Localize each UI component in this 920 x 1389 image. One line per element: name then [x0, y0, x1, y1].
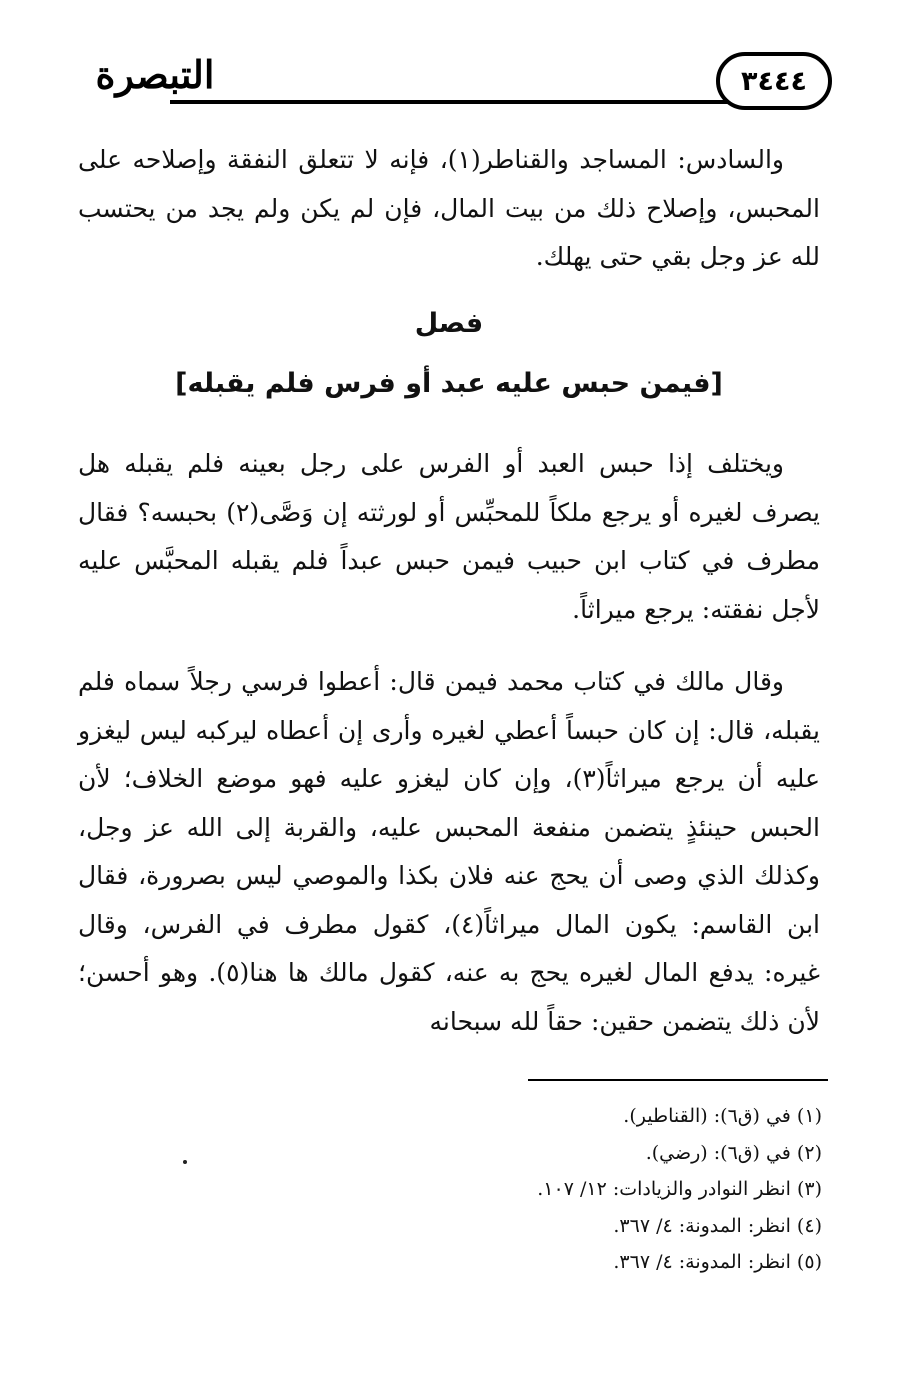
- footnote-2: (٢) في (ق٦): (رضي).: [645, 1141, 822, 1164]
- page-number-badge: [716, 52, 832, 110]
- book-title-logo: التبصرة: [95, 52, 215, 97]
- footnote-4: (٤) انظر: المدونة: ٤/ ٣٦٧.: [613, 1214, 822, 1237]
- section-heading-fasl: فصل: [414, 308, 484, 339]
- footnote-3: (٣) انظر النوادر والزيادات: ١٢/ ١٠٧.: [537, 1178, 822, 1200]
- print-speck: [183, 1160, 187, 1164]
- header-divider: [170, 100, 730, 104]
- paragraph-3: وقال مالك في كتاب محمد فيمن قال: أعطوا فرسي رجلاً سماه فلم يقبله، قال: إن كان حبساً أعطي لغيره وأرى إن أعطاه ليركبه ليس ليغزو عليه أن يرجع ميراثاً(٣)، وإن كان ليغزو عليه فهو موضع الخلاف؛ لأن الحبس حينئذٍ يتضمن منفعة المحبس عليه، والقربة إلى الله عز وجل، وكذلك الذي وصى أن يحج عنه فلان بكذا والموصي ليس بصرورة، فقال ابن القاسم: يكون المال ميراثاً(٤)، كقول مطرف في الفرس، وقال غيره: يدفع المال لغيره يحج به عنه، كقول مالك ها هنا(٥). وهو أحسن؛ لأن ذلك يتضمن حقين: حقاً لله سبحانه: [78, 667, 820, 1036]
- footnote-1: (١) في (ق٦): (القناطير).: [623, 1105, 822, 1127]
- paragraph-2: ويختلف إذا حبس العبد أو الفرس على رجل بعينه فلم يقبله هل يصرف لغيره أو يرجع ملكاً للمحبِّس أو لورثته إن وَصَّى(٢) بحبسه؟ فقال مطرف في كتاب ابن حبيب فيمن حبس عبداً فلم يقبله المحبَّس عليه لأجل نفقته: يرجع ميراثاً.: [78, 449, 821, 624]
- footnote-5: (٥) انظر: المدونة: ٤/ ٣٦٧.: [613, 1251, 822, 1273]
- footnote-divider: [528, 1079, 828, 1081]
- paragraph-1: والسادس: المساجد والقناطر(١)، فإنه لا تتعلق النفقة وإصلاحه على المحبس، وإصلاح ذلك من بيت المال، فإن لم يكن ولم يجد من يحتسب لله عز وجل بقي حتى يهلك.: [78, 145, 820, 271]
- page-number: ٣٤٤٤: [741, 65, 807, 97]
- footnotes: [300, 1098, 822, 1281]
- page-header: [70, 40, 850, 115]
- section-heading-title: [فيمن حبس عليه عبد أو فرس فلم يقبله]: [175, 368, 723, 399]
